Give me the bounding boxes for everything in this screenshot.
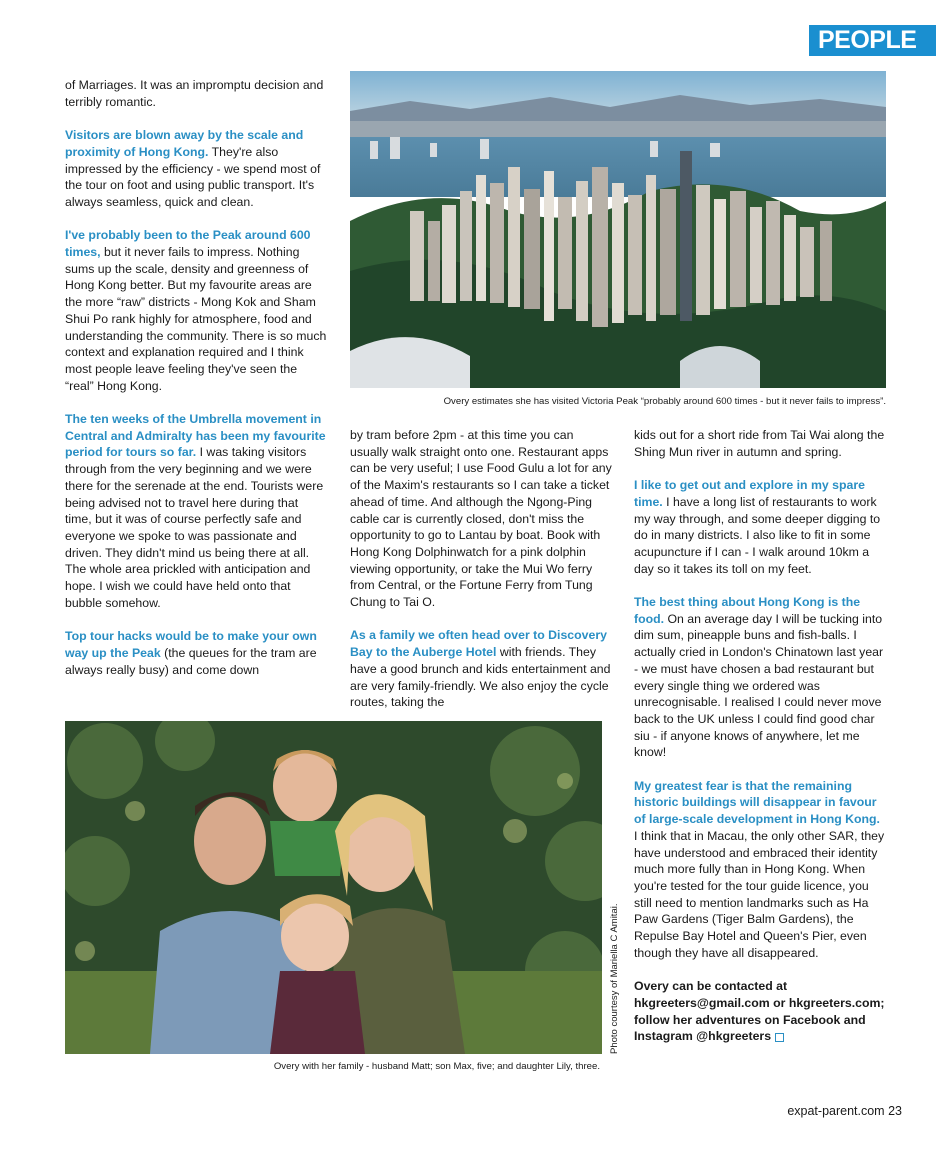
highlight-text: I've probably been to the Peak around 600 times, — [65, 228, 311, 259]
top-photo-caption: Overy estimates she has visited Victoria Peak “probably around 600 times - but it never fails to impress”. — [443, 396, 886, 407]
body-text: They're also impressed by the efficiency - we spend most of the tour on foot and using public transport. It's always seamless, quick and clean. — [65, 144, 321, 209]
highlight-text: The ten weeks of the Umbrella movement in Central and Admiralty has been my favourite period for tours so far. — [65, 412, 326, 460]
victoria-peak-photo — [350, 71, 886, 388]
page-footer — [660, 1104, 902, 1118]
body-text: but it never fails to impress. Nothing sums up the scale, density and greenness of Hong Kong better. But my favourite areas are the more “raw” districts - Mong Kok and Sham Shui Po rank highly for atmosphere, food and understanding the community. There is so much context and explanation required and I think most people leave feeling they've seen the “real” Hong Kong. — [65, 245, 327, 393]
body-text: I have a long list of restaurants to work my way through, and some deeper digging to do in many districts. I also like to fit in some acupuncture if I can - I walk around 10km a day so it takes its toll on my feet. — [634, 494, 881, 576]
paragraph — [634, 978, 886, 1045]
photo-credit: Photo courtesy of Mariella C Amitai. — [609, 903, 620, 1054]
highlight-text: Top tour hacks would be to make your own way up the Peak — [65, 629, 317, 660]
highlight-text: My greatest fear is that the remaining historic buildings will disappear in favour of large-scale development in Hong Kong. — [634, 778, 880, 827]
contact-text: Overy can be contacted at hkgreeters@gmail.com or hkgreeters.com; follow her adventures on Facebook and Instagram @hkgreeters — [634, 979, 885, 1044]
highlight-text: The best thing about Hong Kong is the food. — [634, 595, 861, 626]
column-2 — [350, 427, 612, 711]
family-photo — [65, 721, 602, 1054]
body-text: I was taking visitors through from the very beginning and we were there for the serenade at the end. Tourists were being advised not to travel here during that time, but it was of course perfectly safe and everyone we spoke to was passionate and driven. They didn't mind us being there at all. The whole area prickled with anticipation and hope. I wish we could have held onto that bubble somehow. — [65, 445, 324, 610]
bottom-photo-caption: Overy with her family - husband Matt; son Max, five; and daughter Lily, three. — [273, 1061, 600, 1072]
paragraph: of Marriages. It was an impromptu decision and terribly romantic. — [65, 78, 324, 109]
paragraph: kids out for a short ride from Tai Wai along the Shing Mun river in autumn and spring. — [634, 428, 885, 459]
footer-site: expat-parent.com — [787, 1104, 885, 1118]
body-text: On an average day I will be tucking into dim sum, pineapple buns and fish-balls. I actually cried in London's Chinatown last year - we must have chosen a bad restaurant but every single thing we ordered was unrecognisable. I realised I could never move back to the UK unless I could find good char siu - if anyone knows of anywhere, let me know! — [634, 611, 884, 760]
page-number: 23 — [888, 1104, 902, 1118]
section-tab: PEOPLE — [809, 25, 936, 56]
end-mark-icon — [775, 1033, 784, 1042]
paragraph — [350, 627, 612, 711]
body-text: I think that in Macau, the only other SAR, they have understood and embraced their identity much more fully than in Hong Kong. When you're tested for the tour guide licence, you still need to mention landmarks such as Ha Paw Gardens (Tiger Balm Gardens), the Repulse Bay Hotel and Queen's Pier, even though they have all disappeared. — [634, 828, 885, 960]
skyline-image — [350, 71, 886, 388]
paragraph — [634, 477, 886, 577]
body-text: with friends. They have a good brunch and kids entertainment and are very family-friendly. We also enjoy the cycle routes, taking the — [350, 645, 611, 710]
highlight-text: As a family we often head over to Discovery Bay to the Auberge Hotel — [350, 628, 607, 660]
paragraph — [65, 411, 327, 611]
column-1 — [65, 77, 327, 678]
family-image — [65, 721, 602, 1054]
paragraph — [65, 227, 327, 394]
paragraph: by tram before 2pm - at this time you can usually walk straight onto one. Restaurant apps can be very useful; I use Food Gulu a lot for any of the Maxim's restaurants so I can take a ticket ahead of time. And although the Ngong-Ping cable car is currently closed, don't miss the opportunity to go to Lantau by boat. Book with Hong Kong Dolphinwatch for a pink dolphin viewing opportunity, or take the Mui Wo ferry from Central, or the Fortune Ferry from Tung Chung to Tai O. — [350, 428, 612, 610]
body-text: (the queues for the tram are always really busy) and come down — [65, 645, 317, 677]
highlight-text: Visitors are blown away by the scale and proximity of Hong Kong. — [65, 128, 304, 159]
paragraph — [634, 778, 886, 962]
paragraph — [634, 594, 886, 761]
column-3 — [634, 427, 886, 1045]
paragraph — [65, 127, 327, 211]
paragraph — [65, 628, 327, 678]
highlight-text: I like to get out and explore in my spare time. — [634, 478, 865, 509]
